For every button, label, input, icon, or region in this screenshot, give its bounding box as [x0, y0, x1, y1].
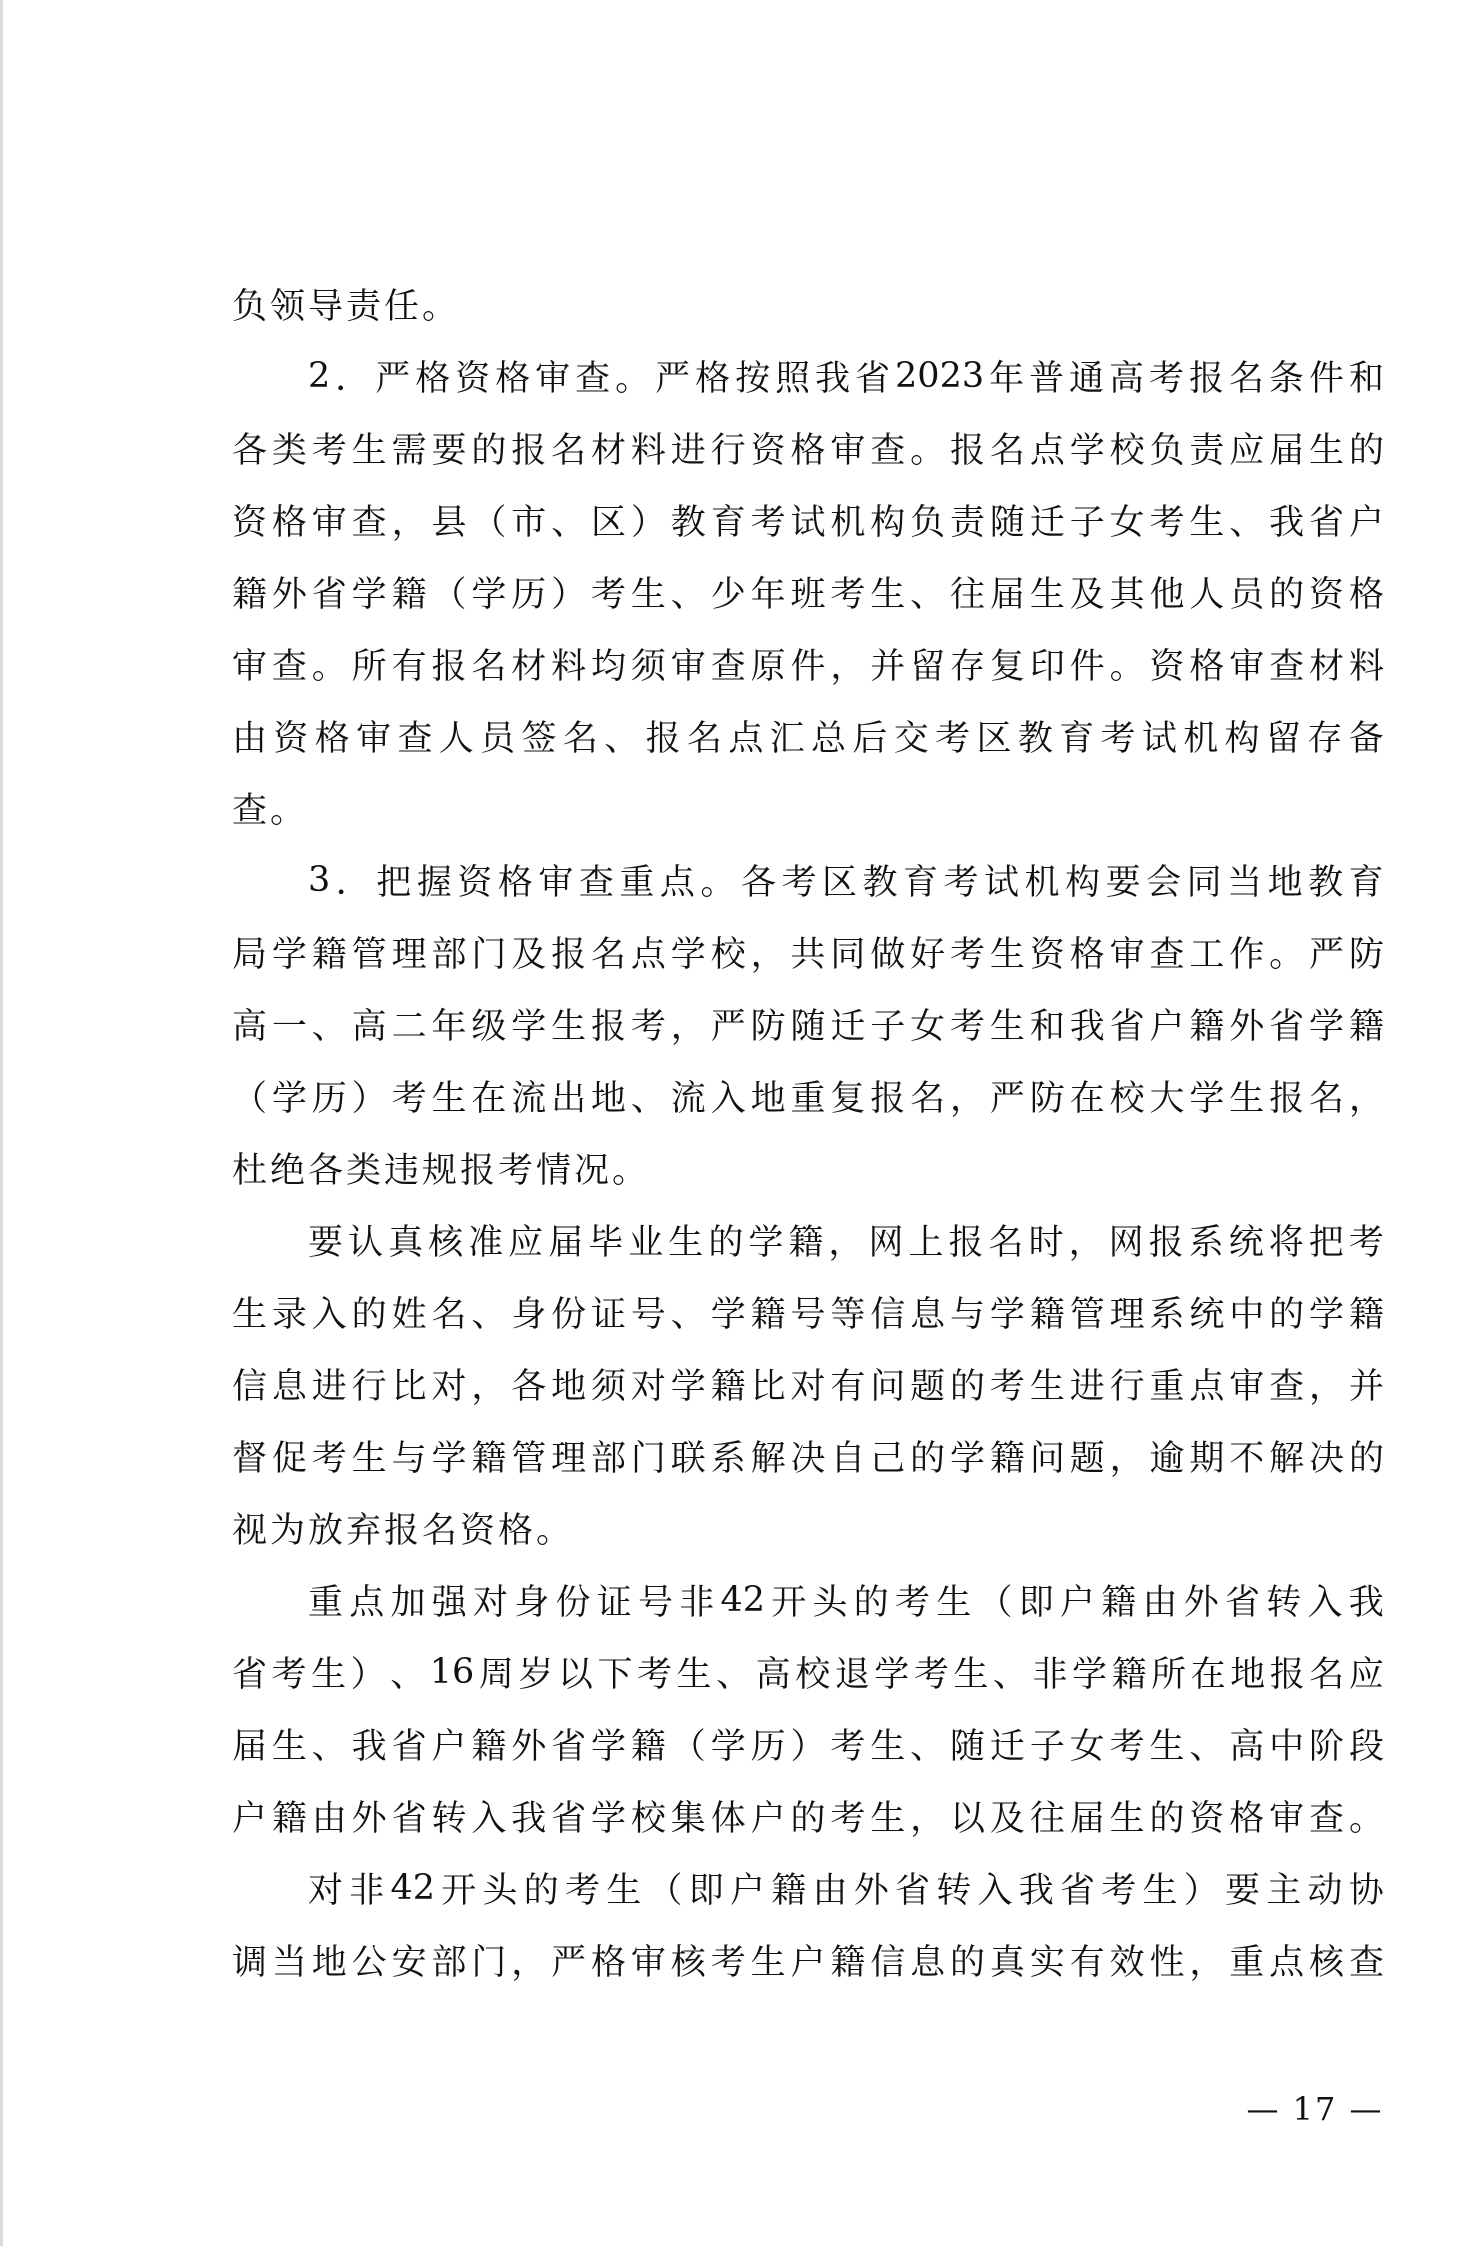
text-line: 各 类 考 生 需 要 的 报 名 材 料 进 行 资 格 审 查 。 报 名 点 学 校 负 责 应 届 生 的 [232, 431, 1384, 471]
text-line: 调 当 地 公 安 部 门 ， 严 格 审 核 考 生 户 籍 信 息 的 真 实 有 效 性 ， 重 点 核 查 [232, 1943, 1384, 1983]
text-line: 对 非 42 开 头 的 考 生 （ 即 户 籍 由 外 省 转 入 我 省 考 生 ） 要 主 动 协 [308, 1868, 1384, 1911]
text-line: 重 点 加 强 对 身 份 证 号 非 42 开 头 的 考 生 （ 即 户 籍 由 外 省 转 入 我 [308, 1580, 1384, 1623]
page-number: — 17 — [1246, 2090, 1384, 2128]
text-line: 审 查 。 所 有 报 名 材 料 均 须 审 查 原 件 ， 并 留 存 复 印 件 。 资 格 审 查 材 料 [232, 647, 1384, 687]
text-line: （ 学 历 ） 考 生 在 流 出 地 、 流 入 地 重 复 报 名 ， 严 防 在 校 大 学 生 报 名 ， [232, 1079, 1384, 1119]
page-edge [0, 0, 3, 2246]
text-line: 届 生 、 我 省 户 籍 外 省 学 籍 （ 学 历 ） 考 生 、 随 迁 子 女 考 生 、 高 中 阶 段 [232, 1727, 1384, 1767]
text-line: 要 认 真 核 准 应 届 毕 业 生 的 学 籍 ， 网 上 报 名 时 ， 网 报 系 统 将 把 考 [308, 1223, 1384, 1263]
text-line: 负领导责任。 [232, 287, 461, 327]
text-line: 杜绝各类违规报考情况。 [232, 1151, 651, 1191]
text-line: 资 格 审 查 ， 县 （ 市 、 区 ） 教 育 考 试 机 构 负 责 随 迁 子 女 考 生 、 我 省 户 [232, 503, 1384, 543]
text-line: 信 息 进 行 比 对 ， 各 地 须 对 学 籍 比 对 有 问 题 的 考 生 进 行 重 点 审 查 ， 并 [232, 1367, 1384, 1407]
text-line: 查。 [232, 791, 309, 831]
text-line: 视为放弃报名资格。 [232, 1511, 575, 1551]
text-line: 高 一 、 高 二 年 级 学 生 报 考 ， 严 防 随 迁 子 女 考 生 和 我 省 户 籍 外 省 学 籍 [232, 1007, 1384, 1047]
text-line: 省 考 生 ） 、 16 周 岁 以 下 考 生 、 高 校 退 学 考 生 、 非 学 籍 所 在 地 报 名 应 [232, 1652, 1384, 1695]
text-line: 3 ． 把 握 资 格 审 查 重 点 。 各 考 区 教 育 考 试 机 构 要 会 同 当 地 教 育 [308, 860, 1384, 903]
text-line: 户 籍 由 外 省 转 入 我 省 学 校 集 体 户 的 考 生 ， 以 及 往 届 生 的 资 格 审 查 。 [232, 1799, 1384, 1839]
text-line: 督 促 考 生 与 学 籍 管 理 部 门 联 系 解 决 自 己 的 学 籍 问 题 ， 逾 期 不 解 决 的 [232, 1439, 1384, 1479]
text-line: 局 学 籍 管 理 部 门 及 报 名 点 学 校 ， 共 同 做 好 考 生 资 格 审 查 工 作 。 严 防 [232, 935, 1384, 975]
text-line: 籍 外 省 学 籍 （ 学 历 ） 考 生 、 少 年 班 考 生 、 往 届 生 及 其 他 人 员 的 资 格 [232, 575, 1384, 615]
body-text [232, 268, 1384, 1996]
text-line: 2 ． 严 格 资 格 审 查 。 严 格 按 照 我 省 2023 年 普 通 高 考 报 名 条 件 和 [308, 356, 1384, 399]
text-line: 生 录 入 的 姓 名 、 身 份 证 号 、 学 籍 号 等 信 息 与 学 籍 管 理 系 统 中 的 学 籍 [232, 1295, 1384, 1335]
text-line: 由 资 格 审 查 人 员 签 名 、 报 名 点 汇 总 后 交 考 区 教 育 考 试 机 构 留 存 备 [232, 719, 1384, 759]
